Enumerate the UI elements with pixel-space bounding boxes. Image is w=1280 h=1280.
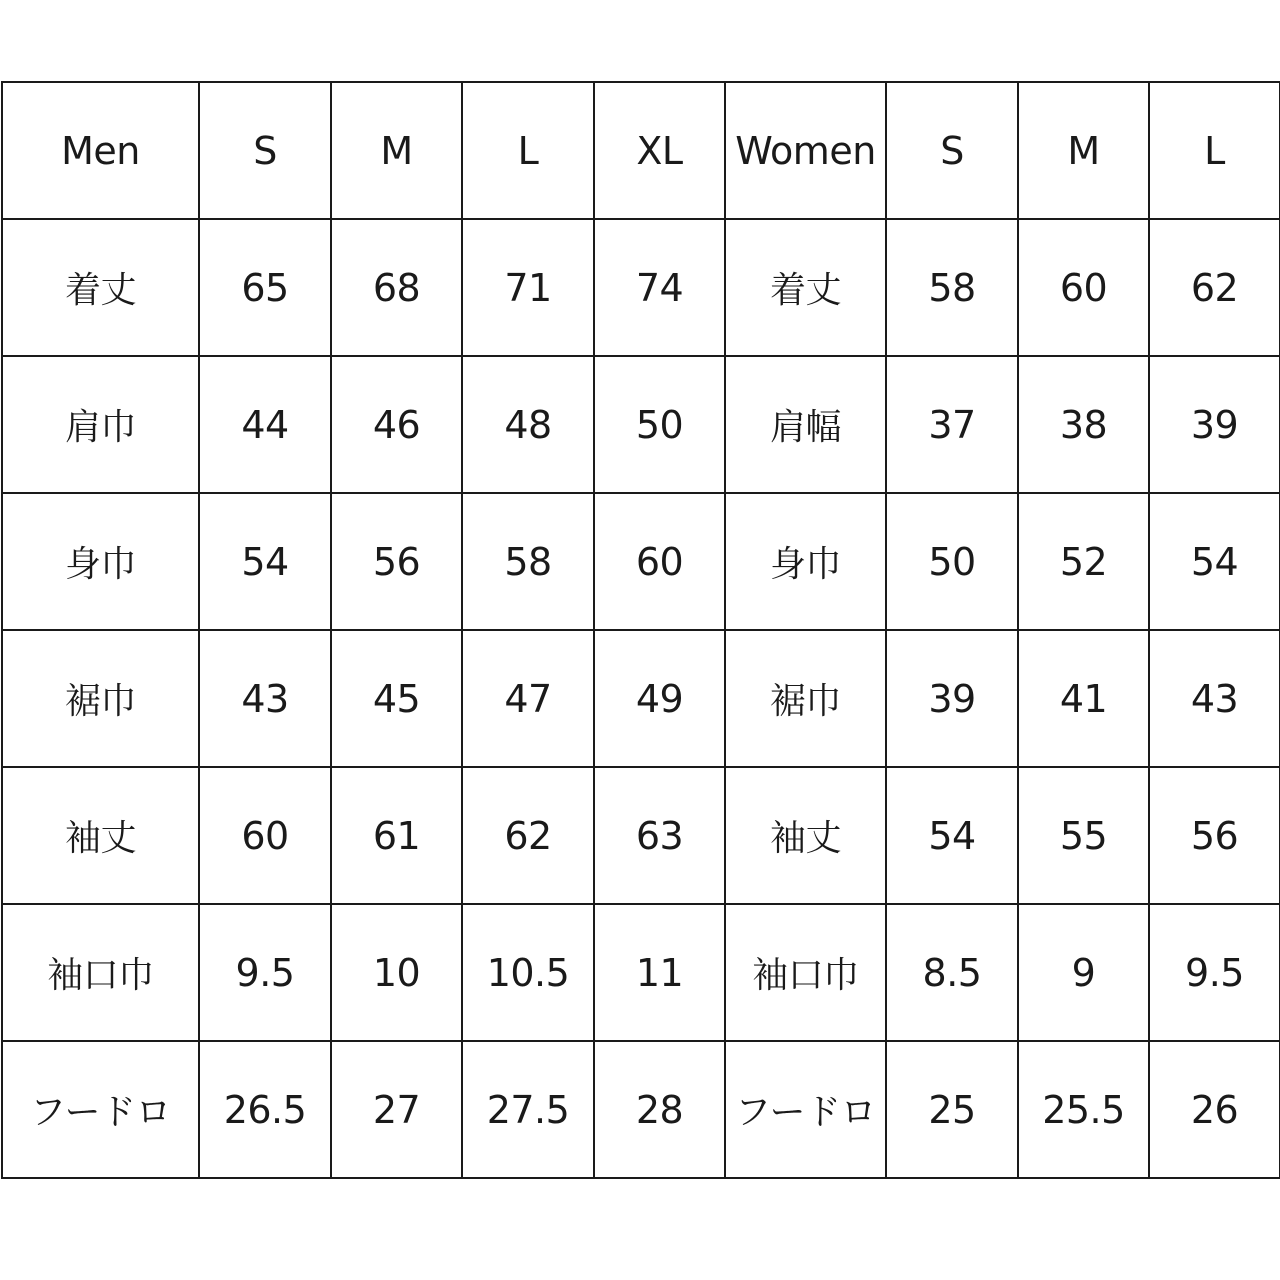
men-header-cell: Men [2,82,199,219]
measurement-value-cell: 28 [594,1041,725,1178]
measurement-label-cell: 裾巾 [725,630,886,767]
table-row [2,1041,1280,1178]
table-row [2,630,1280,767]
measurement-label-cell: 袖口巾 [725,904,886,1041]
measurement-value-cell: 10.5 [462,904,594,1041]
measurement-value-cell: 56 [331,493,462,630]
measurement-label-cell: 肩幅 [725,356,886,493]
header-row [2,82,1280,219]
size-header-cell: M [331,82,462,219]
measurement-label-cell: 袖口巾 [2,904,199,1041]
measurement-value-cell: 65 [199,219,331,356]
measurement-value-cell: 63 [594,767,725,904]
measurement-value-cell: 68 [331,219,462,356]
measurement-value-cell: 60 [594,493,725,630]
table-row [2,904,1280,1041]
measurement-value-cell: 58 [886,219,1018,356]
measurement-label-cell: 袖丈 [725,767,886,904]
measurement-value-cell: 58 [462,493,594,630]
table-row [2,767,1280,904]
measurement-value-cell: 27.5 [462,1041,594,1178]
measurement-value-cell: 27 [331,1041,462,1178]
measurement-label-cell: 袖丈 [2,767,199,904]
measurement-value-cell: 50 [886,493,1018,630]
table-row [2,493,1280,630]
measurement-value-cell: 25.5 [1018,1041,1149,1178]
size-chart-table [1,81,1280,1179]
measurement-label-cell: 着丈 [2,219,199,356]
measurement-value-cell: 11 [594,904,725,1041]
measurement-value-cell: 62 [1149,219,1280,356]
size-header-cell: S [886,82,1018,219]
measurement-value-cell: 55 [1018,767,1149,904]
measurement-value-cell: 43 [199,630,331,767]
measurement-value-cell: 26.5 [199,1041,331,1178]
measurement-value-cell: 56 [1149,767,1280,904]
size-header-cell: L [462,82,594,219]
measurement-value-cell: 38 [1018,356,1149,493]
table-row [2,219,1280,356]
measurement-value-cell: 62 [462,767,594,904]
table-row [2,356,1280,493]
women-header-cell: Women [725,82,886,219]
size-header-cell: L [1149,82,1280,219]
measurement-label-cell: フードロ [725,1041,886,1178]
measurement-label-cell: 身巾 [2,493,199,630]
measurement-value-cell: 54 [1149,493,1280,630]
measurement-value-cell: 74 [594,219,725,356]
measurement-value-cell: 47 [462,630,594,767]
measurement-value-cell: 10 [331,904,462,1041]
measurement-value-cell: 49 [594,630,725,767]
measurement-value-cell: 60 [1018,219,1149,356]
measurement-label-cell: 裾巾 [2,630,199,767]
measurement-value-cell: 54 [886,767,1018,904]
measurement-label-cell: 肩巾 [2,356,199,493]
measurement-value-cell: 43 [1149,630,1280,767]
measurement-value-cell: 25 [886,1041,1018,1178]
measurement-value-cell: 71 [462,219,594,356]
measurement-value-cell: 50 [594,356,725,493]
measurement-value-cell: 48 [462,356,594,493]
measurement-value-cell: 60 [199,767,331,904]
size-header-cell: M [1018,82,1149,219]
measurement-value-cell: 54 [199,493,331,630]
measurement-label-cell: 着丈 [725,219,886,356]
measurement-value-cell: 44 [199,356,331,493]
measurement-value-cell: 52 [1018,493,1149,630]
measurement-value-cell: 9 [1018,904,1149,1041]
measurement-value-cell: 41 [1018,630,1149,767]
measurement-label-cell: 身巾 [725,493,886,630]
measurement-label-cell: フードロ [2,1041,199,1178]
measurement-value-cell: 8.5 [886,904,1018,1041]
measurement-value-cell: 39 [1149,356,1280,493]
measurement-value-cell: 9.5 [199,904,331,1041]
measurement-value-cell: 37 [886,356,1018,493]
measurement-value-cell: 46 [331,356,462,493]
size-header-cell: XL [594,82,725,219]
measurement-value-cell: 61 [331,767,462,904]
measurement-value-cell: 9.5 [1149,904,1280,1041]
measurement-value-cell: 26 [1149,1041,1280,1178]
size-header-cell: S [199,82,331,219]
size-chart-body [2,82,1280,1178]
measurement-value-cell: 39 [886,630,1018,767]
measurement-value-cell: 45 [331,630,462,767]
